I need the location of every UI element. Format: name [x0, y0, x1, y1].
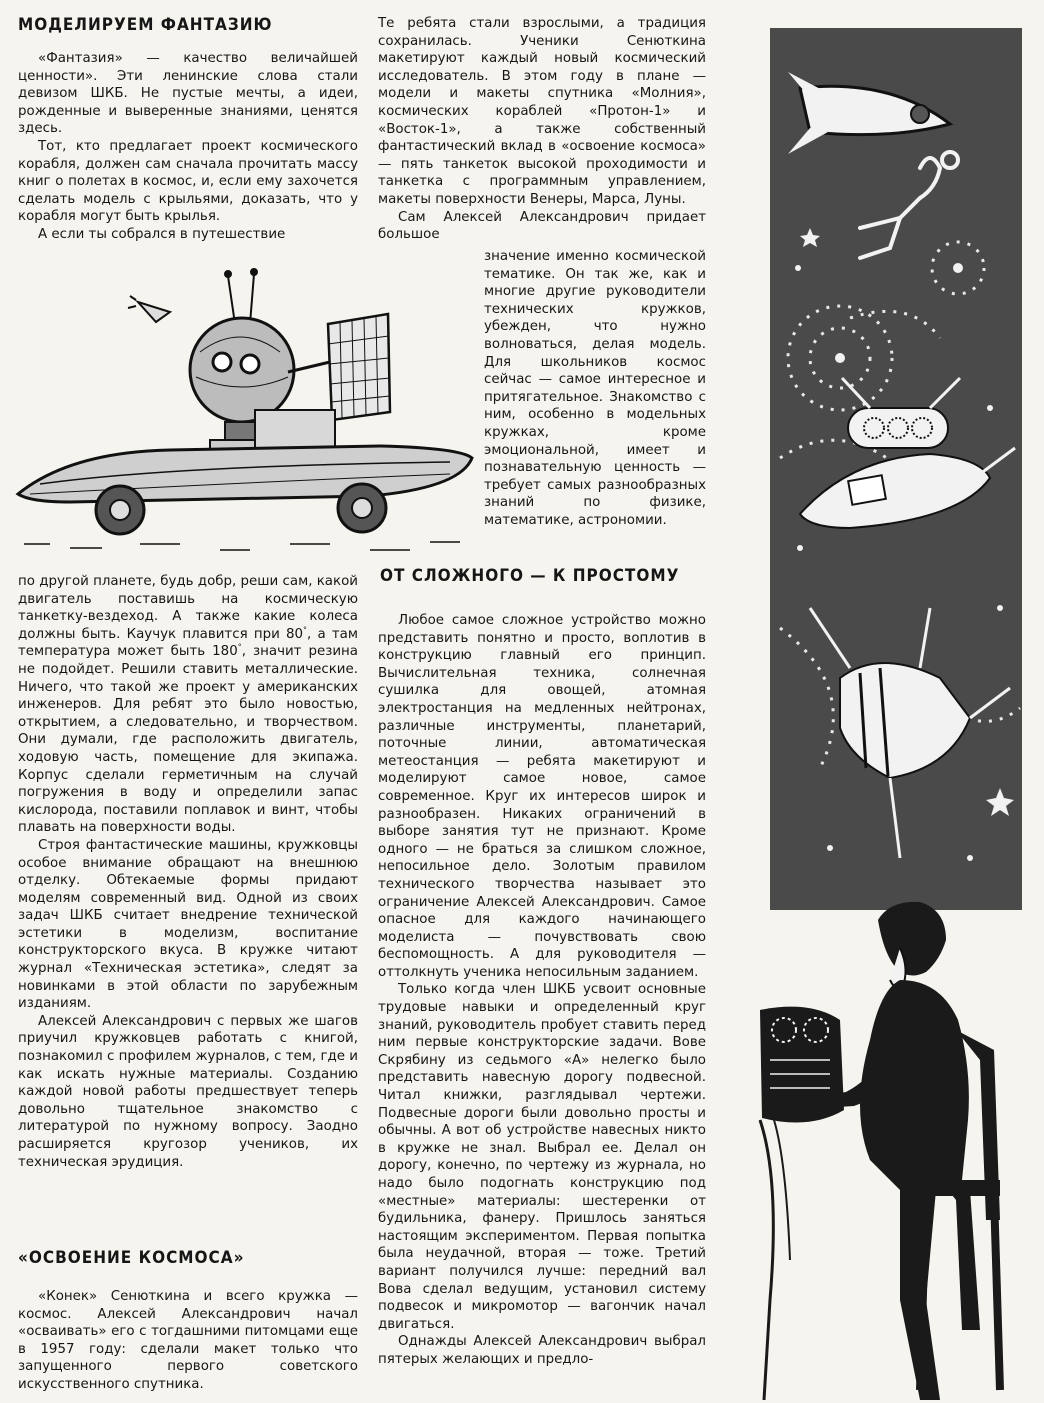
text-fragment: по другой планете, будь добр, реши сам, какой двигатель поставишь на космическую танкетку-вездеход. А также какие колеса должны быть. Каучук плавится при 80 [18, 574, 358, 642]
paragraph: А если ты собрался в путешествие [38, 226, 286, 242]
paragraph: Алексей Александрович с первых же шагов приучил кружковцев работать с книгой, познакомил с профилем журналов, с тем, где и как искать нужные материалы. Созданию каждой новой работы предшествует теперь довольно тщательное знакомство с литературой по нужному вопросу. Заодно расширяется кругозор учеников, их техническая эрудиция. [18, 1013, 358, 1170]
space-illustration [770, 28, 1022, 910]
text-fragment: , значит резина не подойдет. Решили ставить металлические. Ничего, что такой же проект у американских инженеров. Для ребят это было новостью, открытием, а следовательно, и творчеством. Они думали, где расположить двигатель, ходовую часть, помещение для экипажа. Корпус сделали герметичным на случай погружения в воду и определили запас кислорода, поставили поплавок и винт, чтобы плавать на поверхности воды. [18, 644, 358, 836]
space-rover-illustration [10, 262, 480, 562]
column-1-top [18, 50, 358, 244]
paragraph: Те ребята стали взрослыми, а традиция сохранилась. Ученики Сенюткина макетируют каждый новый космический исследователь. В этом году в плане — модели и макеты спутника «Молния», космических кораблей «Протон-1» и «Восток-1», а также собственный фантастический вклад в «освоение космоса» — пять танкеток высокой проходимости и танкетка с программным управлением, макеты поверхности Венеры, Марса, Луны. [378, 16, 706, 207]
paragraph: Любое самое сложное устройство можно представить понятно и просто, воплотив в конструкцию главный его принцип. Вычислительная техника, солнечная сушилка для овощей, атомная электростанция на медленных нейтронах, различные инструменты, планетарий, поточные линии, автоматическая метеостанция — ребята макетируют и моделируют самое новое, самое современное. Круг их интересов широк и разнообразен. Никаких ограничений в выборе занятия тут не признают. Кроме одного — не браться за слишком сложное, непосильное дело. Золотым правилом технического творчества называет это ограничение Алексей Александрович. Самое опасное для каждого начинающего моделиста — почувствовать свою беспомощность. А для руководителя — оттолкнуть ученика непосильным заданием. [378, 613, 706, 980]
column-2-bottom [378, 612, 706, 1369]
paragraph: Однажды Алексей Александрович выбрал пятерых желающих и предло- [378, 1334, 706, 1367]
student-modeler-illustration [750, 860, 1040, 1400]
paragraph: «Конек» Сенюткина и всего кружка — космос. Алексей Александрович начал «осваивать» его с тогдашними питомцами еще в 1957 году: сделали макет только что запущенного первого советского искусственного спутника. [18, 1289, 358, 1392]
column-2-top [378, 15, 706, 244]
heading-modeliruem-fantaziyu: МОДЕЛИРУЕМ ФАНТАЗИЮ [18, 15, 273, 35]
heading-osvoenie-kosmosa: «ОСВОЕНИЕ КОСМОСА» [18, 1248, 245, 1268]
paragraph: «Фантазия» — качество величайшей ценности». Эти ленинские слова стали девизом ШКБ. Не пустые мечты, а идеи, рожденные и выверенные знаниями, ценятся здесь. [18, 51, 358, 137]
paragraph: значение именно космической тематике. Он так же, как и многие другие руководители технических кружков, убежден, что нужно волноваться, делая модель. Для школьников космос сейчас — самое интересное и притягательное. Знакомство с ним, особенно в модельных кружках, кроме эмоциональной, имеет и познавательную ценность — требует самых разнообразных знаний по физике, математике, астрономии. [484, 249, 706, 528]
paragraph: Строя фантастические машины, кружковцы особое внимание обращают на внешнюю отделку. Обтекаемые формы придают моделям современный вид. Одной из своих задач ШКБ считает внедрение технической эстетики в моделизм, воспитание конструкторского вкуса. В кружке читают журнал «Техническая эстетика», следят за новинками в этой области по зарубежным изданиям. [18, 837, 358, 1012]
paragraph: Сам Алексей Александрович придает большое [378, 209, 706, 243]
paragraph [18, 573, 358, 837]
column-1-last [18, 1288, 358, 1394]
paragraph: Тот, кто предлагает проект космического корабля, должен сам сначала прочитать массу книг о полетах в космос, и, если ему захочется сделать модель с крыльями, доказать, что у корабля могут быть крылья. [18, 138, 358, 225]
degree-sign: ° [303, 625, 308, 635]
text-fragment: , а там температура может быть 180 [18, 626, 358, 660]
heading-ot-slozhnogo: ОТ СЛОЖНОГО — К ПРОСТОМУ [380, 566, 680, 586]
paragraph: Только когда член ШКБ усвоит основные трудовые навыки и определенный круг знаний, руководитель пробует ставить перед ним первые конструкторские задачи. Вове Скрябину из седьмого «А» нелегко было представить навесную дорогу подвесной. Читал книжки, разглядывал чертежи. Подвесные дороги были довольно просты и обычны. А вот об устройстве навесных никто в кружке не знал. Выбрал ее. Делал он дорогу, конечно, по чертежу из журнала, но надо было подогнать конструкцию под «местные» материалы: шестеренки от будильника, фанеру. Пришлось заняться настоящим экспериментом. Первая попытка была неудачной, вторая — тоже. Третий вариант получился лучше: передний вал Вова сделал ведущим, установил систему подвесок и микромотор — вагончик начал двигаться. [378, 982, 706, 1332]
degree-sign: ° [237, 642, 242, 652]
column-1-bottom [18, 573, 358, 1171]
column-2-top-narrow [484, 248, 706, 530]
